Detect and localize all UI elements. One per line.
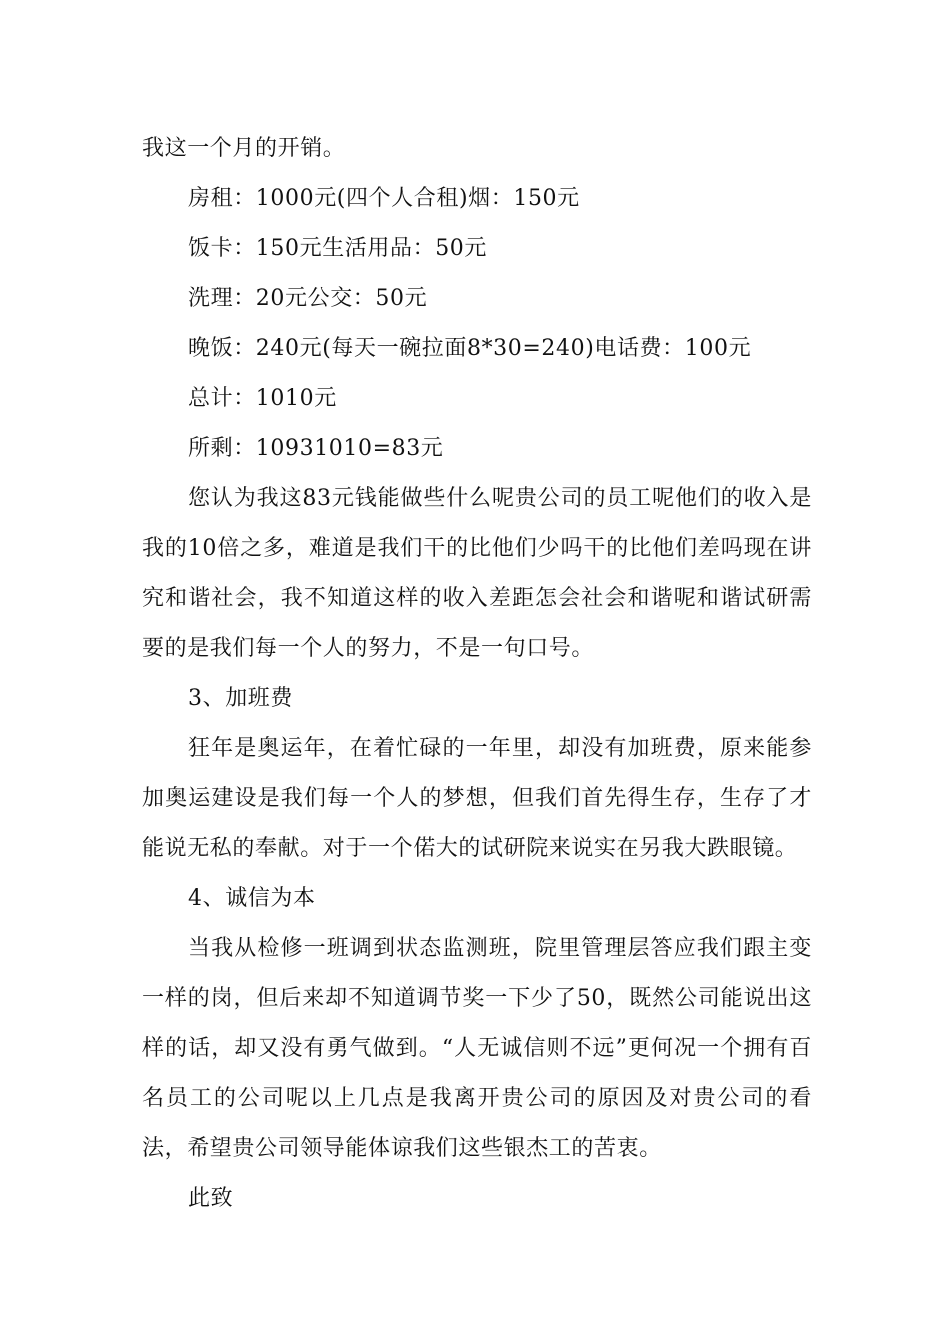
paragraph-dinner-phone: 晚饭：240元(每天一碗拉面8*30=240)电话费：100元 [188, 336, 752, 361]
heading-integrity: 4、诚信为本 [188, 886, 316, 911]
paragraph-overtime: 狂年是奥运年，在着忙碌的一年里，却没有加班费，原来能参加奥运建设是我们每一个人的梦想，但我们首先得生存，生存了才能说无私的奉献。对于一个偌大的试研院来说实在另我大跌眼镜。 [142, 736, 812, 861]
paragraph-meal-card: 饭卡：150元生活用品：50元 [188, 236, 487, 261]
paragraph-total: 总计：1010元 [188, 386, 337, 411]
document-body [142, 124, 812, 1224]
paragraph-income-gap: 您认为我这83元钱能做些什么呢贵公司的员工呢他们的收入是我的10倍之多，难道是我们干的比他们少吗干的比他们差吗现在讲究和谐社会，我不知道这样的收入差距怎会社会和谐呢和谐试研需要的是我们每一个人的努力，不是一句口号。 [142, 486, 812, 661]
paragraph-rent-cigarettes: 房租：1000元(四个人合租)烟：150元 [188, 186, 580, 211]
paragraph-closing: 此致 [188, 1186, 234, 1211]
paragraph-haircut-transit: 洗理：20元公交：50元 [188, 286, 428, 311]
heading-overtime-pay: 3、加班费 [188, 686, 293, 711]
paragraph-expenses-intro: 我这一个月的开销。 [142, 136, 346, 161]
paragraph-remaining: 所剩：10931010=83元 [188, 436, 444, 461]
paragraph-integrity: 当我从检修一班调到状态监测班，院里管理层答应我们跟主变一样的岗，但后来却不知道调节奖一下少了50，既然公司能说出这样的话，却又没有勇气做到。“人无诚信则不远”更何况一个拥有百名员工的公司呢以上几点是我离开贵公司的原因及对贵公司的看法，希望贵公司领导能体谅我们这些银杰工的苦衷。 [142, 936, 812, 1161]
